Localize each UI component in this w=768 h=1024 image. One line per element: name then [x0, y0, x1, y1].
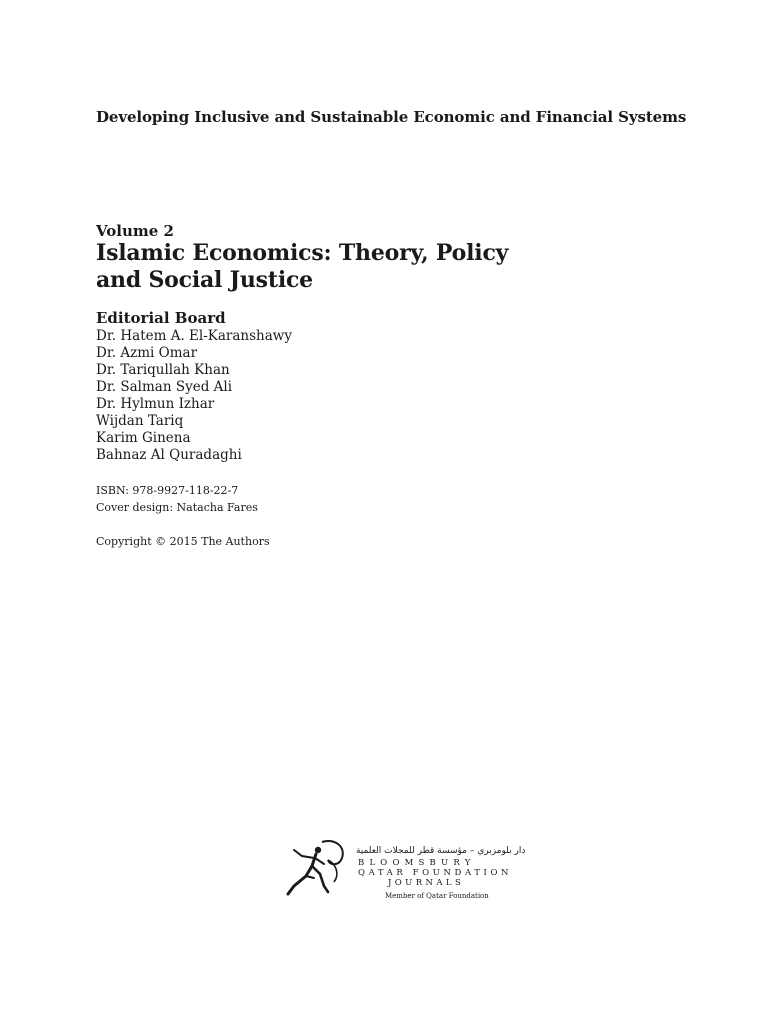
publisher-name-line-3: JOURNALS: [388, 878, 465, 888]
publisher-member-note: Member of Qatar Foundation: [385, 892, 489, 900]
publisher-name-line-1: BLOOMSBURY: [358, 858, 476, 868]
editorial-board-heading: Editorial Board: [96, 309, 226, 327]
isbn: ISBN: 978-9927-118-22-7: [96, 484, 239, 497]
cover-design-credit: Cover design: Natacha Fares: [96, 501, 258, 514]
board-member: Bahnaz Al Quradaghi: [96, 447, 242, 463]
publisher-logo: [284, 836, 526, 908]
editorial-board-list: [96, 328, 292, 464]
copyright-notice: Copyright © 2015 The Authors: [96, 535, 270, 548]
board-member: Dr. Salman Syed Ali: [96, 379, 233, 395]
book-title-line-2: and Social Justice: [96, 267, 313, 293]
volume-label: Volume 2: [96, 222, 174, 240]
publisher-arabic-name: دار بلومزبري – مؤسسة قطر للمجلات العلمية: [356, 846, 526, 856]
board-member: Dr. Hatem A. El-Karanshawy: [96, 328, 292, 344]
board-member: Dr. Hylmun Izhar: [96, 396, 215, 412]
runner-figure-icon: [284, 836, 350, 900]
series-title: Developing Inclusive and Sustainable Economic and Financial Systems: [96, 108, 687, 126]
board-member: Wijdan Tariq: [96, 413, 184, 429]
publisher-name-line-2: QATAR FOUNDATION: [358, 868, 513, 878]
book-title-line-1: Islamic Economics: Theory, Policy: [96, 240, 509, 266]
board-member: Karim Ginena: [96, 430, 191, 446]
board-member: Dr. Tariqullah Khan: [96, 362, 230, 378]
book-title: [96, 240, 508, 294]
board-member: Dr. Azmi Omar: [96, 345, 198, 361]
